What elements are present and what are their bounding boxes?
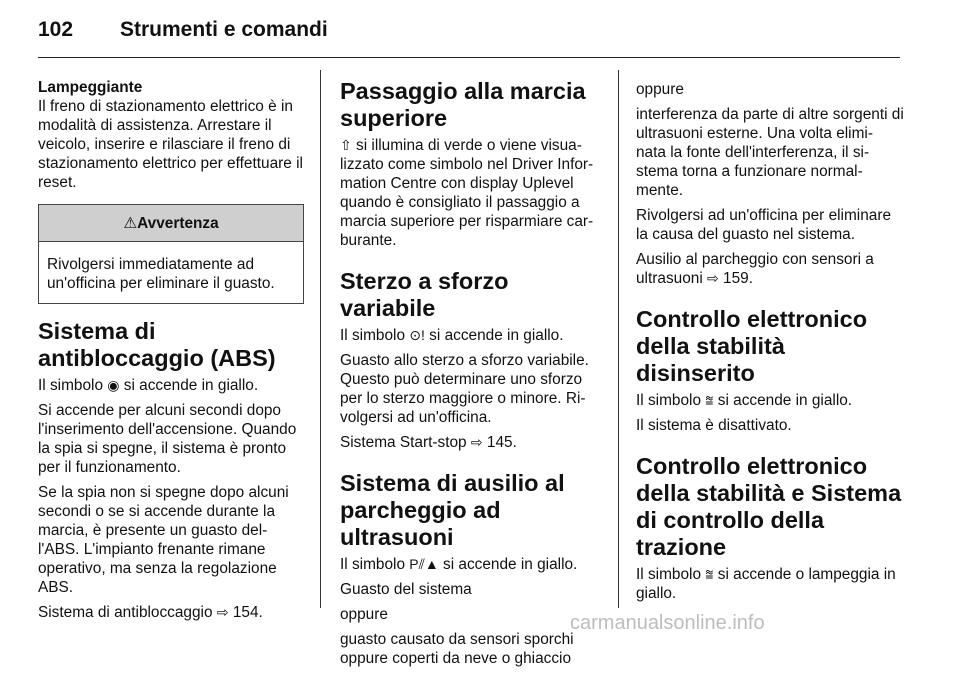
steering-heading: Sterzo a sforzo variabile <box>340 268 509 321</box>
warning-text: Rivolgersi immediatamente ad un'officina per eliminare il guasto. <box>47 256 275 292</box>
page-reference-arrow-icon: ⇨ <box>216 604 229 620</box>
steer-ref-page: 145. <box>482 434 517 451</box>
steering-paragraph-2: Guasto allo sterzo a sforzo variabile. Questo può determinare uno sforzo per lo sterzo maggiore o minore. Ri- volgersi ad un'officina. <box>340 352 589 426</box>
abs-p1-post: si accende in giallo. <box>119 377 259 394</box>
shift-heading: Passaggio alla marcia superiore <box>340 78 586 131</box>
park-ref-text: Ausilio al parcheggio con sensori a ultrasuoni <box>636 251 874 287</box>
abs-paragraph-1 <box>38 376 304 395</box>
continued-paragraph-1: oppure <box>636 81 684 98</box>
esc-off-heading: Controllo elettronico della stabilità disinserito <box>636 306 868 386</box>
parking-paragraph-2: Guasto del sistema <box>340 581 472 598</box>
park-p1-post: si accende in giallo. <box>438 556 578 573</box>
abs-ref-text: Sistema di antibloccaggio <box>38 604 217 621</box>
steer-ref-text: Sistema Start-stop <box>340 434 471 451</box>
page-reference-arrow-icon: ⇨ <box>707 270 719 286</box>
warning-box <box>38 204 304 304</box>
warning-header <box>39 205 303 242</box>
parking-heading: Sistema di ausilio al parcheggio ad ultrasuoni <box>340 470 565 550</box>
parking-paragraph-4: guasto causato da sensori sporchi oppure coperti da neve o ghiaccio <box>340 631 574 667</box>
abs-heading: Sistema di antibloccaggio (ABS) <box>38 318 276 371</box>
steer-p1-pre: Il simbolo <box>340 327 410 344</box>
page-reference-arrow-icon: ⇨ <box>470 434 483 450</box>
steering-paragraph-1 <box>340 326 608 345</box>
continued-paragraph-2: interferenza da parte di altre sorgenti di ultrasuoni esterne. Una volta elimi- nata la fonte dell'interferenza, il si- stema torna a funzionare normal- mente. <box>636 106 904 199</box>
esc-off-icon: ⩰ <box>705 392 714 408</box>
header-divider <box>38 57 900 58</box>
abs-paragraph-2: Si accende per alcuni secondi dopo l'inserimento dell'accensione. Quando la spia si spegne, il sistema è pronto per il funzionamento. <box>38 402 297 476</box>
page-number: 102 <box>38 18 74 41</box>
column-divider <box>320 70 321 608</box>
column-3 <box>636 70 904 609</box>
esc-tc-paragraph <box>636 565 904 603</box>
shift-paragraph <box>340 136 608 250</box>
steering-reference <box>340 433 608 452</box>
shift-up-icon: ⇧ <box>340 137 352 153</box>
steer-p1-post: si accende in giallo. <box>424 327 564 344</box>
parking-reference <box>636 250 904 288</box>
esc-tc-p1-post: si accende o lampeggia in giallo. <box>636 566 896 602</box>
parking-assist-icon: P⫽▲ <box>409 556 439 572</box>
esc-tc-heading: Controllo elettronico della stabilità e Sistema di controllo della trazione <box>636 453 902 560</box>
parking-paragraph-1 <box>340 555 608 574</box>
flash-paragraph: Il freno di stazionamento elettrico è in modalità di assistenza. Arrestare il veicolo, inserire e rilasciare il freno di stazionamento elettrico per effettuare il reset. <box>38 98 303 191</box>
flash-heading: Lampeggiante <box>38 79 143 96</box>
shift-text: si illumina di verde o viene visua- lizzato come simbolo nel Driver Infor- mation Centre con display Uplevel quando è consigliato il passaggio a marcia superiore per risparmiare car- burante. <box>340 137 594 249</box>
column-2 <box>340 70 608 674</box>
column-divider <box>618 70 619 608</box>
esc-off-p1-post: si accende in giallo. <box>713 392 853 409</box>
continued-paragraph-3: Rivolgersi ad un'officina per eliminare la causa del guasto nel sistema. <box>636 207 892 243</box>
abs-ref-page: 154. <box>228 604 263 621</box>
watermark: carmanualsonline.info <box>570 612 765 634</box>
page-header <box>38 14 900 50</box>
esc-off-p1-pre: Il simbolo <box>636 392 706 409</box>
abs-warning-icon: ◉ <box>107 377 120 393</box>
esc-off-paragraph-1 <box>636 391 904 410</box>
esc-off-paragraph-2: Il sistema è disattivato. <box>636 417 792 434</box>
abs-paragraph-3: Se la spia non si spegne dopo alcuni secondi o se si accende durante la marcia, è presente un guasto del- l'ABS. L'impianto frenante rimane operativo, ma senza la regolazione ABS. <box>38 484 289 596</box>
abs-p1-pre: Il simbolo <box>38 377 108 394</box>
steering-warning-icon: ⊙! <box>409 327 425 343</box>
abs-reference <box>38 603 304 622</box>
column-1 <box>38 70 304 628</box>
park-p1-pre: Il simbolo <box>340 556 410 573</box>
park-ref-page: 159. <box>718 270 753 287</box>
parking-paragraph-3: oppure <box>340 606 388 623</box>
warning-title: Avvertenza <box>137 215 219 232</box>
warning-icon: ⚠ <box>123 215 138 232</box>
esc-tc-p1-pre: Il simbolo <box>636 566 706 583</box>
esc-traction-icon: ⩰ <box>705 566 714 582</box>
section-title: Strumenti e comandi <box>120 18 328 41</box>
